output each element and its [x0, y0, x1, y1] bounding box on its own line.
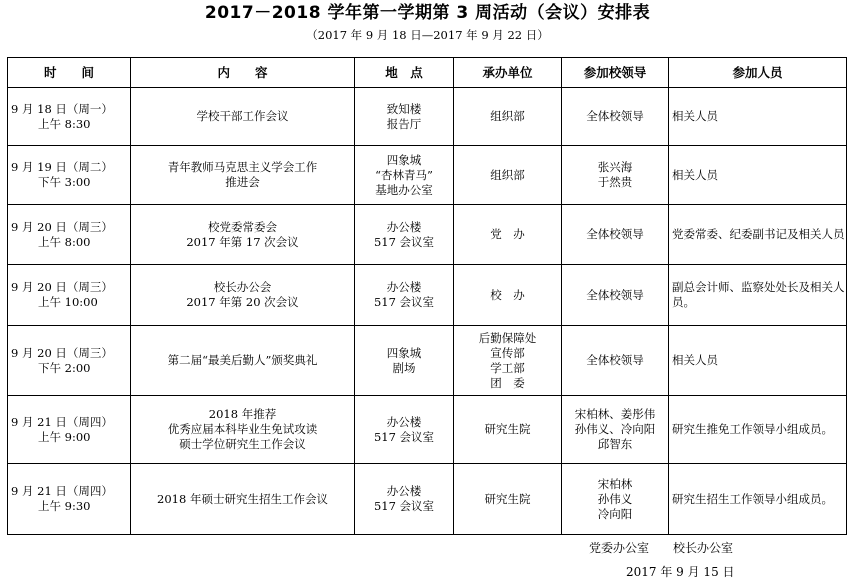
- content-cell: [131, 464, 355, 535]
- time-cell: [8, 88, 131, 146]
- location-line: 517 会议室: [373, 295, 435, 309]
- organizer-line: 校 办: [490, 287, 525, 302]
- organizer-line: 组织部: [490, 167, 525, 182]
- leaders-line: 全体校领导: [586, 287, 644, 302]
- participants-line: 相关人员: [672, 167, 718, 182]
- participants-line: 研究生推免工作领导小组成员。: [672, 422, 833, 436]
- location-line: 办公楼: [386, 280, 422, 294]
- table-row: [8, 396, 847, 464]
- leaders-cell: [562, 146, 669, 205]
- organizer-line: 后勤保障处: [478, 330, 537, 345]
- location-line: 517 会议室: [373, 234, 435, 249]
- organizer-line: 党 办: [490, 227, 525, 241]
- organizer-line: 宣传部: [490, 345, 525, 360]
- time-cell: [8, 146, 131, 205]
- header-leaders: 参加校领导: [562, 58, 669, 88]
- content-cell: [131, 205, 355, 265]
- event-time: 上午 9:00: [38, 429, 91, 444]
- table-row: [8, 205, 847, 265]
- participants-cell: [669, 326, 847, 396]
- content-cell: [131, 265, 355, 326]
- participants-line: 研究生招生工作领导小组成员。: [672, 491, 833, 506]
- event-date: 9 月 21 日（周四）: [11, 484, 113, 498]
- organizer-line: 研究生院: [484, 491, 531, 506]
- organizer-line: 研究生院: [484, 422, 531, 436]
- location-line: 办公楼: [386, 414, 422, 429]
- location-line: 四象城: [386, 152, 422, 167]
- time-cell: [8, 396, 131, 464]
- participants-line: 党委常委、纪委副书记及相关人员: [672, 227, 845, 241]
- content-cell: [131, 146, 355, 205]
- event-time: 下午 2:00: [38, 360, 91, 375]
- participants-cell: [669, 464, 847, 535]
- content-line: 优秀应届本科毕业生免试攻读: [167, 422, 318, 436]
- location-cell: [355, 146, 454, 205]
- content-line: 校党委常委会: [208, 219, 277, 234]
- time-cell: [8, 464, 131, 535]
- location-line: 办公楼: [386, 219, 422, 234]
- leaders-line: 宋柏林、姜彤伟: [574, 407, 656, 421]
- location-line: 致知楼: [386, 101, 422, 116]
- content-line: 2018 年推荐: [208, 407, 277, 421]
- participants-cell: [669, 396, 847, 464]
- time-cell: [8, 326, 131, 396]
- table-row: [8, 146, 847, 205]
- leaders-line: 张兴海: [597, 160, 633, 174]
- event-time: 上午 8:00: [38, 234, 91, 249]
- content-cell: [131, 396, 355, 464]
- content-line: 2018 年硕士研究生招生工作会议: [157, 491, 328, 506]
- participants-line: 相关人员: [672, 353, 718, 367]
- location-cell: [355, 396, 454, 464]
- content-line: 校长办公会: [213, 280, 272, 294]
- table-row: [8, 464, 847, 535]
- issue-date: 2017 年 9 月 15 日: [626, 565, 735, 579]
- content-line: 推进会: [225, 175, 260, 189]
- participants-line: 员。: [672, 295, 695, 309]
- event-date: 9 月 21 日（周四）: [11, 414, 113, 429]
- document-title: 2017－2018 学年第一学期第 3 周活动（会议）安排表: [204, 3, 651, 23]
- content-cell: [131, 88, 355, 146]
- event-time: 上午 10:00: [38, 295, 98, 309]
- location-line: 报告厅: [386, 116, 422, 131]
- location-line: 基地办公室: [375, 182, 433, 197]
- event-time: 下午 3:00: [38, 175, 91, 189]
- event-date: 9 月 18 日（周一）: [11, 101, 113, 116]
- leaders-cell: [562, 326, 669, 396]
- location-cell: [355, 326, 454, 396]
- table-header-row: [8, 58, 847, 88]
- participants-line: 副总会计师、监察处处长及相关人: [672, 280, 845, 294]
- content-line: 青年教师马克思主义学会工作: [167, 160, 318, 174]
- table-row: [8, 326, 847, 396]
- organizer-cell: [454, 205, 562, 265]
- time-cell: [8, 205, 131, 265]
- leaders-line: 邱智东: [597, 437, 633, 451]
- location-line: 517 会议室: [373, 499, 435, 513]
- location-line: “杏林青马”: [375, 167, 433, 182]
- event-date: 9 月 20 日（周三）: [11, 345, 113, 360]
- header-location: 地 点: [355, 58, 454, 88]
- event-time: 上午 8:30: [38, 116, 91, 131]
- participants-cell: [669, 265, 847, 326]
- participants-line: 相关人员: [672, 109, 718, 123]
- leaders-line: 全体校领导: [586, 227, 644, 241]
- issuing-offices: 党委办公室 校长办公室: [589, 541, 734, 555]
- organizer-cell: [454, 265, 562, 326]
- content-line: 硕士学位研究生工作会议: [179, 437, 306, 451]
- location-cell: [355, 88, 454, 146]
- organizer-cell: [454, 396, 562, 464]
- leaders-line: 孙伟义、冷向阳: [574, 422, 656, 436]
- leaders-cell: [562, 88, 669, 146]
- organizer-line: 学工部: [490, 360, 525, 375]
- location-line: 四象城: [386, 345, 422, 360]
- content-line: 第二届“最美后勤人”颁奖典礼: [167, 353, 318, 367]
- content-cell: [131, 326, 355, 396]
- table-row: [8, 265, 847, 326]
- leaders-cell: [562, 205, 669, 265]
- event-date: 9 月 20 日（周三）: [11, 219, 113, 234]
- organizer-line: 团 委: [490, 375, 525, 390]
- content-line: 2017 年第 20 次会议: [186, 295, 299, 309]
- leaders-line: 孙伟义: [597, 491, 633, 506]
- date-range-subtitle: （2017 年 9 月 18 日—2017 年 9 月 22 日）: [306, 28, 549, 42]
- location-cell: [355, 265, 454, 326]
- leaders-cell: [562, 396, 669, 464]
- leaders-cell: [562, 464, 669, 535]
- table-row: [8, 88, 847, 146]
- location-cell: [355, 464, 454, 535]
- participants-cell: [669, 205, 847, 265]
- location-line: 517 会议室: [373, 429, 435, 444]
- participants-cell: [669, 88, 847, 146]
- location-line: 办公楼: [386, 484, 422, 498]
- header-organizer: 承办单位: [454, 58, 562, 88]
- leaders-line: 冷向阳: [597, 506, 633, 521]
- location-cell: [355, 205, 454, 265]
- participants-cell: [669, 146, 847, 205]
- event-time: 上午 9:30: [38, 499, 91, 513]
- event-date: 9 月 19 日（周二）: [11, 160, 113, 174]
- time-cell: [8, 265, 131, 326]
- event-date: 9 月 20 日（周三）: [11, 280, 113, 294]
- organizer-cell: [454, 326, 562, 396]
- leaders-line: 宋柏林: [597, 476, 633, 491]
- header-participants: 参加人员: [669, 58, 847, 88]
- organizer-cell: [454, 88, 562, 146]
- location-line: 剧场: [392, 360, 416, 375]
- header-time: 时 间: [8, 58, 131, 88]
- leaders-line: 全体校领导: [586, 353, 644, 367]
- organizer-cell: [454, 146, 562, 205]
- organizer-cell: [454, 464, 562, 535]
- content-line: 2017 年第 17 次会议: [186, 234, 299, 249]
- schedule-table: [7, 57, 847, 535]
- leaders-line: 全体校领导: [586, 109, 644, 123]
- leaders-line: 于然贵: [597, 175, 633, 189]
- organizer-line: 组织部: [490, 109, 525, 123]
- content-line: 学校干部工作会议: [196, 109, 289, 123]
- header-content: 内 容: [131, 58, 355, 88]
- leaders-cell: [562, 265, 669, 326]
